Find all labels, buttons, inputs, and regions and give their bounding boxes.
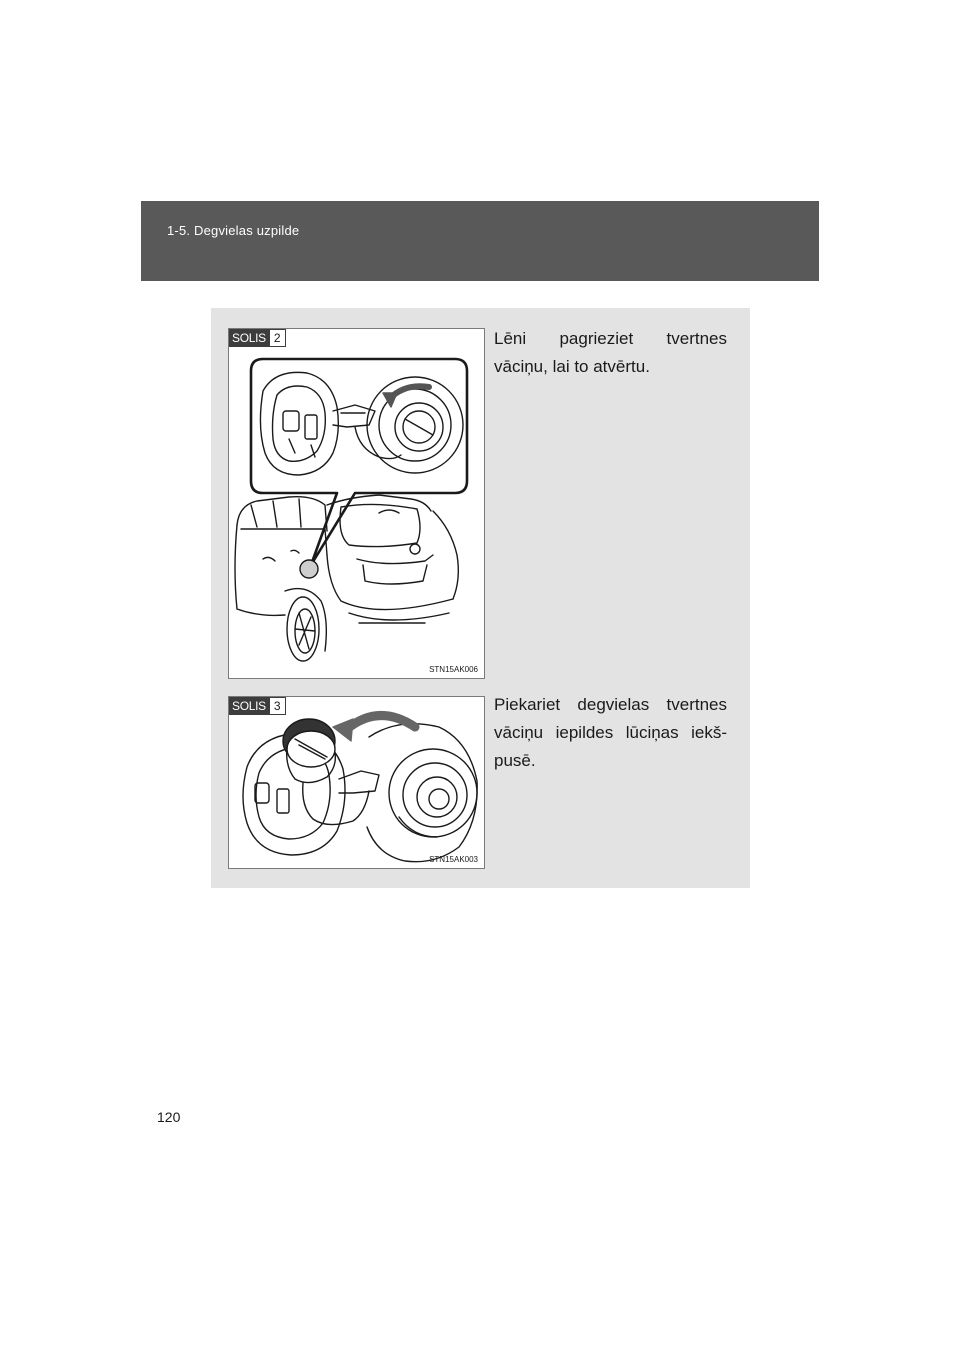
step-3-instruction: Piekariet degvielas tvertnes vāciņu iepildes lūciņas iekš-pusē. <box>494 695 727 770</box>
figure-code: STN15AK003 <box>429 855 478 864</box>
car-fuel-door-drawing <box>229 329 484 678</box>
step-badge-number: 3 <box>269 697 286 715</box>
step-2-instruction: Lēni pagrieziet tvertnes vāciņu, lai to atvērtu. <box>494 329 727 376</box>
section-header <box>141 201 819 281</box>
step-badge-word: SOLIS <box>229 697 269 715</box>
step-badge <box>229 697 286 715</box>
step-badge-word: SOLIS <box>229 329 269 347</box>
step-badge <box>229 329 286 347</box>
step-3-illustration <box>228 696 485 869</box>
page-number: 120 <box>157 1109 181 1125</box>
figure-code: STN15AK006 <box>429 665 478 674</box>
section-title: 1-5. Degvielas uzpilde <box>167 223 300 238</box>
step-2-illustration <box>228 328 485 679</box>
step-badge-number: 2 <box>269 329 286 347</box>
fuel-cap-hanging-drawing <box>229 697 484 868</box>
